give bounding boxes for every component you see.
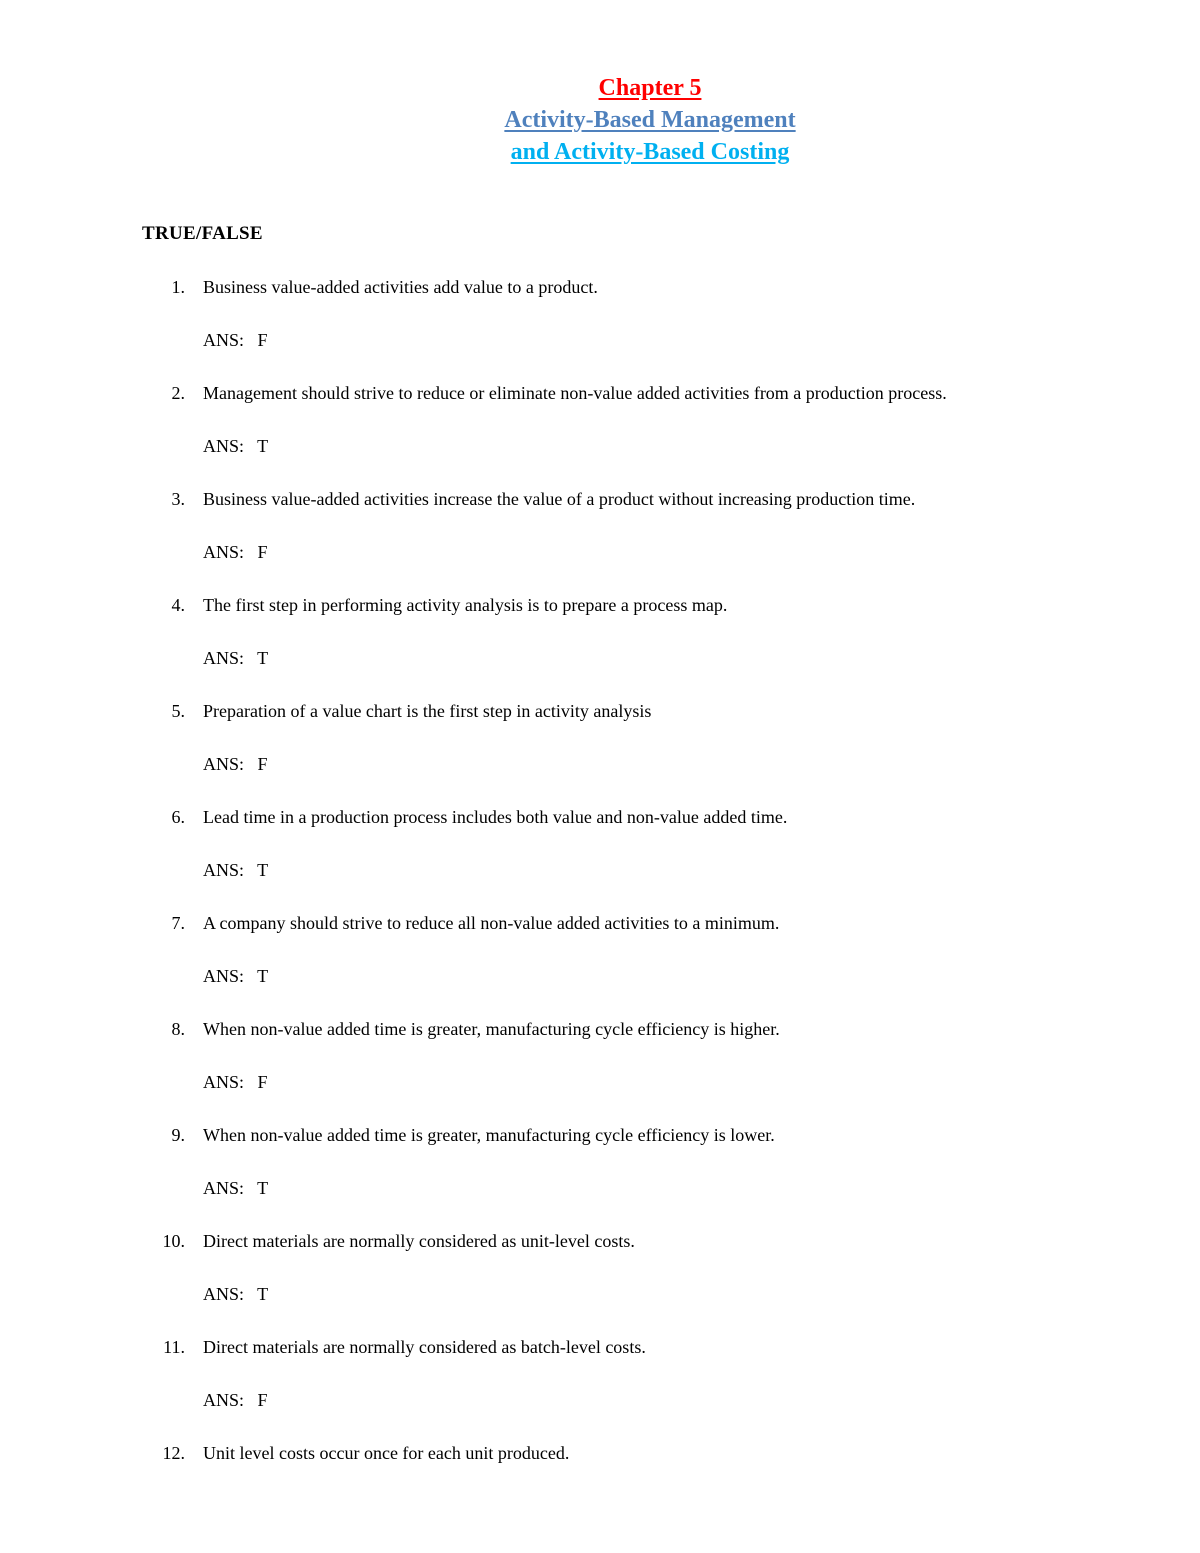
question-text: Direct materials are normally considered as unit-level costs. <box>203 1231 635 1251</box>
question-number: 6. <box>171 807 185 827</box>
answer-line: ANS: F <box>203 542 268 562</box>
question-text: Lead time in a production process includes both value and non-value added time. <box>203 807 788 827</box>
answer-line: ANS: F <box>203 1390 268 1410</box>
question-text: The first step in performing activity analysis is to prepare a process map. <box>203 595 728 615</box>
chapter-title: Chapter 5 <box>598 75 702 101</box>
question-number: 4. <box>171 595 185 615</box>
answer-line: ANS: F <box>203 330 268 350</box>
question-number: 8. <box>171 1019 185 1039</box>
question-number: 9. <box>171 1125 185 1145</box>
question-text: Business value-added activities increase the value of a product without increasing production time. <box>203 489 916 509</box>
question-number: 2. <box>171 383 185 403</box>
answer-line: ANS: T <box>203 860 269 880</box>
question-text: Management should strive to reduce or eliminate non-value added activities from a production process. <box>203 383 947 403</box>
question-number: 11. <box>163 1337 185 1357</box>
question-text: A company should strive to reduce all non-value added activities to a minimum. <box>203 913 780 933</box>
answer-line: ANS: T <box>203 966 269 986</box>
question-text: Preparation of a value chart is the first step in activity analysis <box>203 701 652 721</box>
question-text: Business value-added activities add value to a product. <box>203 277 598 297</box>
question-number: 7. <box>171 913 185 933</box>
question-number: 10. <box>162 1231 185 1251</box>
question-text: When non-value added time is greater, manufacturing cycle efficiency is lower. <box>203 1125 775 1145</box>
question-number: 3. <box>171 489 185 509</box>
question-text: When non-value added time is greater, manufacturing cycle efficiency is higher. <box>203 1019 780 1039</box>
question-text: Unit level costs occur once for each unit produced. <box>203 1443 570 1463</box>
answer-line: ANS: T <box>203 1178 269 1198</box>
question-number: 12. <box>162 1443 185 1463</box>
answer-line: ANS: F <box>203 754 268 774</box>
question-number: 5. <box>171 701 185 721</box>
answer-line: ANS: T <box>203 436 269 456</box>
answer-line: ANS: T <box>203 648 269 668</box>
question-text: Direct materials are normally considered as batch-level costs. <box>203 1337 646 1357</box>
question-number: 1. <box>171 277 185 297</box>
title-line-2: and Activity-Based Costing <box>510 139 790 165</box>
answer-line: ANS: T <box>203 1284 269 1304</box>
section-heading: TRUE/FALSE <box>142 223 263 244</box>
title-line-1: Activity-Based Management <box>504 107 796 133</box>
answer-line: ANS: F <box>203 1072 268 1092</box>
